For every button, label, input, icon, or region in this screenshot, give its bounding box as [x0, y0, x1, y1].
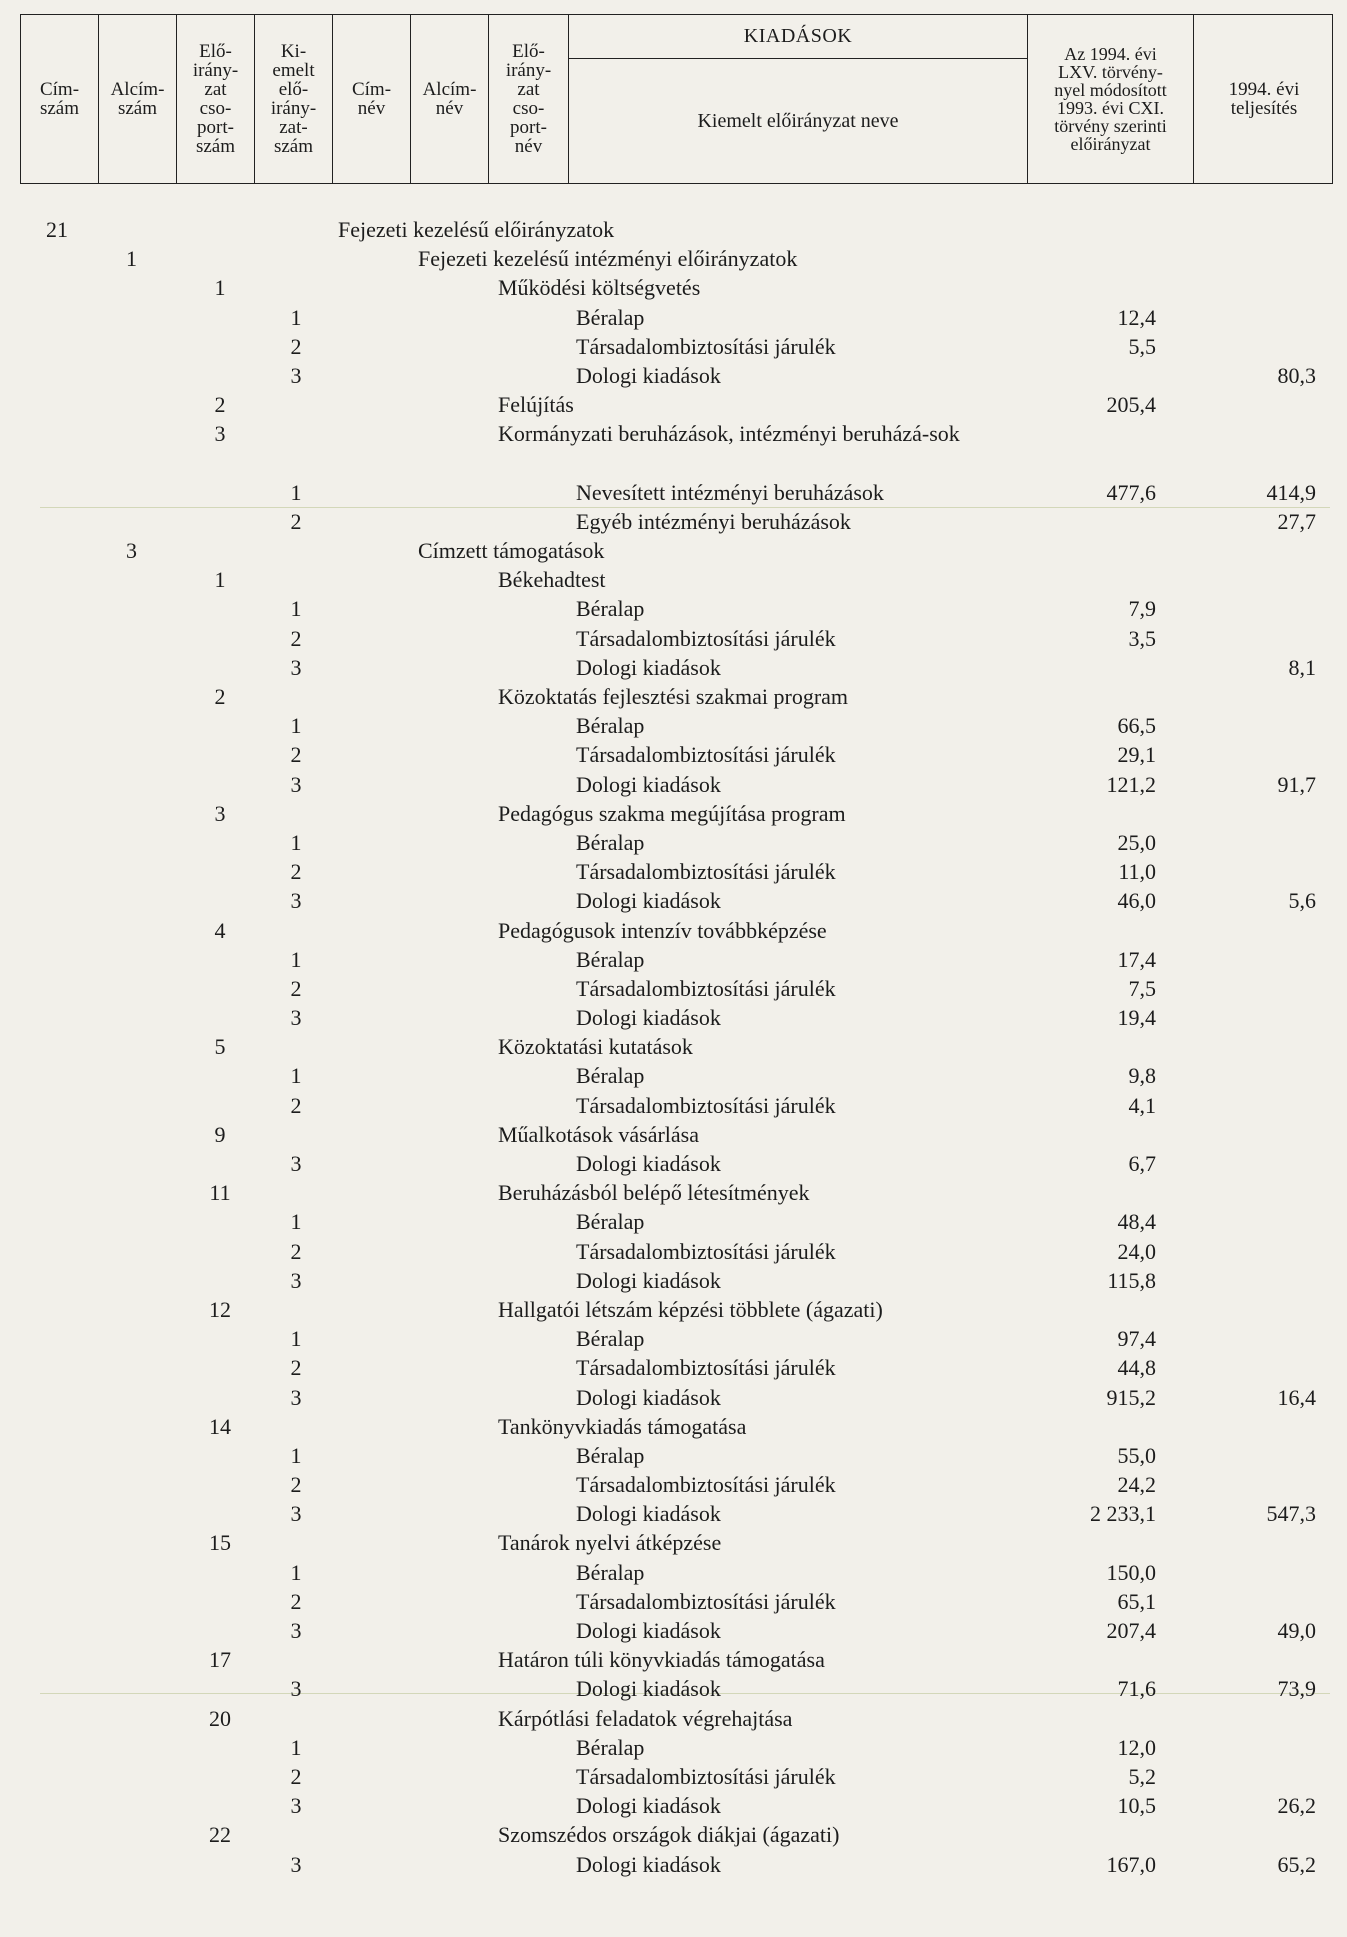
table-row [0, 565, 1347, 594]
teljesites-cell: 27,7 [1277, 508, 1316, 534]
table-row [0, 857, 1347, 886]
eloiranyzat-name-cell: Béralap [576, 946, 645, 972]
kiemelt-eloiranyzat-cell: 2 [290, 859, 302, 885]
table-row [0, 1470, 1347, 1499]
table-row [0, 1616, 1347, 1645]
table-row [0, 1558, 1347, 1587]
modositott-eloiranyzat-cell: 97,4 [1117, 1326, 1156, 1352]
kiemelt-eloiranyzat-cell: 2 [290, 1472, 302, 1498]
table-row [0, 594, 1347, 623]
kiemelt-eloiranyzat-cell: 2 [290, 1238, 302, 1264]
eloiranyzat-name-cell: Tanárok nyelvi átképzése [498, 1530, 722, 1556]
table-row [0, 215, 1347, 244]
header-kiemelt-eloiranyzat-neve: Kiemelt előirányzat neve [697, 109, 899, 132]
table-row [0, 1850, 1347, 1879]
eloiranyzat-csoport-cell: 3 [214, 800, 226, 826]
table-row [0, 1032, 1347, 1061]
table-row [0, 1704, 1347, 1733]
kiemelt-eloiranyzat-cell: 2 [290, 1355, 302, 1381]
eloiranyzat-name-cell: Béralap [576, 1734, 645, 1760]
kiemelt-eloiranyzat-cell: 2 [290, 1588, 302, 1614]
table-row [0, 1237, 1347, 1266]
table-row [0, 1674, 1347, 1703]
eloiranyzat-csoport-cell: 14 [209, 1413, 231, 1439]
header-cim-szam: Cím- szám [21, 15, 99, 183]
modositott-eloiranyzat-cell: 3,5 [1128, 625, 1156, 651]
modositott-eloiranyzat-cell: 4,1 [1128, 1092, 1156, 1118]
kiemelt-eloiranyzat-cell: 1 [290, 1442, 302, 1468]
table-row [0, 974, 1347, 1003]
table-row [0, 1324, 1347, 1353]
table-row [0, 1149, 1347, 1178]
eloiranyzat-name-cell: Pedagógusok intenzív továbbképzése [498, 917, 827, 943]
table-row [0, 1791, 1347, 1820]
eloiranyzat-csoport-cell: 11 [209, 1180, 231, 1206]
kiemelt-eloiranyzat-cell: 1 [290, 713, 302, 739]
table-row [0, 1499, 1347, 1528]
modositott-eloiranyzat-cell: 167,0 [1106, 1851, 1156, 1877]
modositott-eloiranyzat-cell: 477,6 [1106, 479, 1156, 505]
modositott-eloiranyzat-cell: 65,1 [1117, 1588, 1156, 1614]
kiemelt-eloiranyzat-cell: 3 [290, 771, 302, 797]
header-eloiranyzat-csoport-szam: Elő- irány- zat cso- port- szám [177, 15, 255, 183]
kiemelt-eloiranyzat-cell: 1 [290, 479, 302, 505]
table-row [0, 536, 1347, 565]
kiemelt-eloiranyzat-cell: 3 [290, 1851, 302, 1877]
kiemelt-eloiranyzat-cell: 1 [290, 946, 302, 972]
eloiranyzat-name-cell: Határon túli könyvkiadás támogatása [498, 1647, 825, 1673]
eloiranyzat-name-cell: Béralap [576, 829, 645, 855]
eloiranyzat-name-cell: Társadalombiztosítási járulék [576, 333, 836, 359]
kiemelt-eloiranyzat-cell: 1 [290, 829, 302, 855]
eloiranyzat-name-cell: Dologi kiadások [576, 1851, 721, 1877]
eloiranyzat-name-cell: Pedagógus szakma megújítása program [498, 800, 846, 826]
table-row [0, 1762, 1347, 1791]
eloiranyzat-name-cell: Dologi kiadások [576, 1267, 721, 1293]
kiemelt-eloiranyzat-cell: 2 [290, 1763, 302, 1789]
alcim-szam-cell: 1 [126, 246, 137, 272]
eloiranyzat-csoport-cell: 20 [209, 1705, 231, 1731]
eloiranyzat-name-cell: Társadalombiztosítási járulék [576, 1238, 836, 1264]
table-row [0, 945, 1347, 974]
eloiranyzat-csoport-cell: 12 [209, 1296, 231, 1322]
table-row [0, 361, 1347, 390]
kiemelt-eloiranyzat-cell: 2 [290, 333, 302, 359]
eloiranyzat-name-cell: Címzett támogatások [418, 538, 605, 564]
kiemelt-eloiranyzat-cell: 3 [290, 1501, 302, 1527]
teljesites-cell: 5,6 [1288, 888, 1316, 914]
eloiranyzat-name-cell: Kárpótlási feladatok végrehajtása [498, 1705, 793, 1731]
teljesites-cell: 26,2 [1277, 1793, 1316, 1819]
modositott-eloiranyzat-cell: 207,4 [1106, 1618, 1156, 1644]
table-row [0, 1061, 1347, 1090]
modositott-eloiranyzat-cell: 25,0 [1117, 829, 1156, 855]
eloiranyzat-name-cell: Beruházásból belépő létesítmények [498, 1180, 810, 1206]
modositott-eloiranyzat-cell: 12,0 [1117, 1734, 1156, 1760]
header-eloiranyzat-csoport-nev: Elő- irány- zat cso- port- név [489, 15, 569, 183]
teljesites-cell: 414,9 [1266, 479, 1316, 505]
header-alcim-nev: Alcím- név [411, 15, 489, 183]
table-row [0, 1587, 1347, 1616]
eloiranyzat-name-cell: Béralap [576, 1209, 645, 1235]
kiemelt-eloiranyzat-cell: 3 [290, 1618, 302, 1644]
eloiranyzat-name-cell: Társadalombiztosítási járulék [576, 742, 836, 768]
kiemelt-eloiranyzat-cell: 1 [290, 1734, 302, 1760]
table-row [0, 828, 1347, 857]
table-row [0, 770, 1347, 799]
eloiranyzat-name-cell: Dologi kiadások [576, 1151, 721, 1177]
header-modositott-eloiranyzat: Az 1994. évi LXV. törvény- nyel módosított 1993. évi CXI. törvény szerinti előirányzat [1028, 15, 1194, 183]
eloiranyzat-name-cell: Dologi kiadások [576, 362, 721, 388]
teljesites-cell: 49,0 [1277, 1618, 1316, 1644]
eloiranyzat-name-cell: Társadalombiztosítási járulék [576, 975, 836, 1001]
modositott-eloiranyzat-cell: 205,4 [1106, 392, 1156, 418]
teljesites-cell: 80,3 [1277, 362, 1316, 388]
modositott-eloiranyzat-cell: 115,8 [1107, 1267, 1156, 1293]
modositott-eloiranyzat-cell: 11,0 [1118, 859, 1156, 885]
eloiranyzat-name-cell: Dologi kiadások [576, 1501, 721, 1527]
table-row [0, 886, 1347, 915]
eloiranyzat-csoport-cell: 15 [209, 1530, 231, 1556]
eloiranyzat-csoport-cell: 2 [214, 684, 226, 710]
cim-szam-cell: 21 [46, 217, 68, 242]
eloiranyzat-name-cell: Társadalombiztosítási járulék [576, 1092, 836, 1118]
eloiranyzat-name-cell: Dologi kiadások [576, 654, 721, 680]
eloiranyzat-name-cell: Dologi kiadások [576, 1676, 721, 1702]
table-row [0, 916, 1347, 945]
eloiranyzat-name-cell: Dologi kiadások [576, 1005, 721, 1031]
table-row [0, 740, 1347, 769]
kiemelt-eloiranyzat-cell: 1 [290, 596, 302, 622]
kiemelt-eloiranyzat-cell: 1 [290, 304, 302, 330]
modositott-eloiranyzat-cell: 24,2 [1117, 1472, 1156, 1498]
table-body [0, 215, 1347, 1879]
eloiranyzat-name-cell: Kormányzati beruházások, intézményi beruházá-sok [498, 421, 960, 447]
eloiranyzat-name-cell: Nevesített intézményi beruházások [576, 479, 884, 505]
eloiranyzat-name-cell: Békehadtest [498, 567, 606, 593]
modositott-eloiranyzat-cell: 55,0 [1117, 1442, 1156, 1468]
modositott-eloiranyzat-cell: 2 233,1 [1090, 1501, 1156, 1527]
kiemelt-eloiranyzat-cell: 3 [290, 362, 302, 388]
table-row [0, 303, 1347, 332]
eloiranyzat-name-cell: Társadalombiztosítási járulék [576, 625, 836, 651]
table-row [0, 799, 1347, 828]
table-row [0, 1645, 1347, 1674]
teljesites-cell: 547,3 [1266, 1501, 1316, 1527]
modositott-eloiranyzat-cell: 44,8 [1117, 1355, 1156, 1381]
eloiranyzat-name-cell: Közoktatás fejlesztési szakmai program [498, 684, 849, 710]
table-row [0, 711, 1347, 740]
eloiranyzat-csoport-cell: 22 [209, 1822, 231, 1848]
header-kiemelt-eloiranyzat-szam: Ki- emelt elő- irány- zat- szám [255, 15, 333, 183]
kiemelt-eloiranyzat-cell: 3 [290, 1676, 302, 1702]
kiemelt-eloiranyzat-cell: 1 [290, 1326, 302, 1352]
table-row [0, 419, 1347, 477]
eloiranyzat-name-cell: Működési költségvetés [498, 275, 701, 301]
table-row [0, 1353, 1347, 1382]
kiemelt-eloiranyzat-cell: 1 [290, 1063, 302, 1089]
table-row [0, 390, 1347, 419]
eloiranyzat-name-cell: Dologi kiadások [576, 1793, 721, 1819]
kiemelt-eloiranyzat-cell: 3 [290, 1384, 302, 1410]
eloiranyzat-name-cell: Dologi kiadások [576, 1618, 721, 1644]
teljesites-cell: 91,7 [1277, 771, 1316, 797]
kiemelt-eloiranyzat-cell: 2 [290, 1092, 302, 1118]
kiemelt-eloiranyzat-cell: 3 [290, 1005, 302, 1031]
modositott-eloiranyzat-cell: 71,6 [1117, 1676, 1156, 1702]
teljesites-cell: 16,4 [1277, 1384, 1316, 1410]
eloiranyzat-name-cell: Társadalombiztosítási járulék [576, 1588, 836, 1614]
eloiranyzat-name-cell: Társadalombiztosítási járulék [576, 1763, 836, 1789]
eloiranyzat-name-cell: Fejezeti kezelésű előirányzatok [338, 217, 615, 242]
table-row [0, 1207, 1347, 1236]
eloiranyzat-name-cell: Tankönyvkiadás támogatása [498, 1413, 747, 1439]
eloiranyzat-name-cell: Felújítás [498, 392, 574, 418]
modositott-eloiranyzat-cell: 6,7 [1128, 1151, 1156, 1177]
eloiranyzat-name-cell: Béralap [576, 1442, 645, 1468]
eloiranyzat-csoport-cell: 4 [214, 917, 226, 943]
teljesites-cell: 8,1 [1288, 654, 1316, 680]
eloiranyzat-name-cell: Közoktatási kutatások [498, 1034, 693, 1060]
eloiranyzat-name-cell: Béralap [576, 713, 645, 739]
kiemelt-eloiranyzat-cell: 1 [290, 1209, 302, 1235]
header-kiadasok: KIADÁSOK [569, 15, 1027, 59]
eloiranyzat-name-cell: Béralap [576, 1559, 645, 1585]
header-alcim-szam: Alcím- szám [99, 15, 177, 183]
table-row [0, 1003, 1347, 1032]
table-row [0, 1820, 1347, 1849]
table-row [0, 478, 1347, 507]
table-row [0, 1412, 1347, 1441]
eloiranyzat-csoport-cell: 1 [214, 567, 226, 593]
table-row [0, 1295, 1347, 1324]
eloiranyzat-csoport-cell: 3 [214, 421, 226, 447]
alcim-szam-cell: 3 [126, 538, 137, 564]
table-row [0, 1178, 1347, 1207]
modositott-eloiranyzat-cell: 5,2 [1128, 1763, 1156, 1789]
eloiranyzat-name-cell: Társadalombiztosítási járulék [576, 1472, 836, 1498]
modositott-eloiranyzat-cell: 46,0 [1117, 888, 1156, 914]
kiemelt-eloiranyzat-cell: 2 [290, 975, 302, 1001]
eloiranyzat-name-cell: Hallgatói létszám képzési többlete (ágazati) [498, 1296, 883, 1322]
header-cim-nev: Cím- név [333, 15, 411, 183]
teljesites-cell: 73,9 [1277, 1676, 1316, 1702]
modositott-eloiranyzat-cell: 915,2 [1106, 1384, 1156, 1410]
table-row [0, 682, 1347, 711]
modositott-eloiranyzat-cell: 121,2 [1106, 771, 1156, 797]
table-row [0, 1528, 1347, 1557]
table-row [0, 653, 1347, 682]
kiemelt-eloiranyzat-cell: 2 [290, 742, 302, 768]
header-kiadasok-group [569, 15, 1028, 183]
kiemelt-eloiranyzat-cell: 3 [290, 1267, 302, 1293]
table-row [0, 332, 1347, 361]
table-row [0, 507, 1347, 536]
table-row [0, 244, 1347, 273]
eloiranyzat-csoport-cell: 17 [209, 1647, 231, 1673]
table-row [0, 1733, 1347, 1762]
modositott-eloiranyzat-cell: 17,4 [1117, 946, 1156, 972]
header-teljesites: 1994. évi teljesítés [1228, 79, 1300, 119]
table-header [20, 14, 1333, 184]
kiemelt-eloiranyzat-cell: 3 [290, 1793, 302, 1819]
eloiranyzat-name-cell: Béralap [576, 1326, 645, 1352]
eloiranyzat-name-cell: Fejezeti kezelésű intézményi előirányzatok [418, 246, 798, 272]
eloiranyzat-name-cell: Egyéb intézményi beruházások [576, 508, 851, 534]
table-row [0, 1266, 1347, 1295]
modositott-eloiranyzat-cell: 7,5 [1128, 975, 1156, 1001]
eloiranyzat-name-cell: Dologi kiadások [576, 1384, 721, 1410]
modositott-eloiranyzat-cell: 150,0 [1106, 1559, 1156, 1585]
eloiranyzat-name-cell: Szomszédos országok diákjai (ágazati) [498, 1822, 840, 1848]
modositott-eloiranyzat-cell: 29,1 [1117, 742, 1156, 768]
eloiranyzat-csoport-cell: 1 [214, 275, 226, 301]
eloiranyzat-name-cell: Társadalombiztosítási járulék [576, 1355, 836, 1381]
table-row [0, 1120, 1347, 1149]
eloiranyzat-name-cell: Béralap [576, 1063, 645, 1089]
table-row [0, 1091, 1347, 1120]
eloiranyzat-name-cell: Műalkotások vásárlása [498, 1121, 699, 1147]
eloiranyzat-name-cell: Béralap [576, 596, 645, 622]
table-row [0, 273, 1347, 302]
eloiranyzat-name-cell: Dologi kiadások [576, 771, 721, 797]
modositott-eloiranyzat-cell: 19,4 [1117, 1005, 1156, 1031]
kiemelt-eloiranyzat-cell: 2 [290, 508, 302, 534]
kiemelt-eloiranyzat-cell: 1 [290, 1559, 302, 1585]
table-row [0, 1383, 1347, 1412]
modositott-eloiranyzat-cell: 12,4 [1117, 304, 1156, 330]
modositott-eloiranyzat-cell: 7,9 [1128, 596, 1156, 622]
kiemelt-eloiranyzat-cell: 2 [290, 625, 302, 651]
modositott-eloiranyzat-cell: 48,4 [1117, 1209, 1156, 1235]
modositott-eloiranyzat-cell: 66,5 [1117, 713, 1156, 739]
modositott-eloiranyzat-cell: 5,5 [1128, 333, 1156, 359]
eloiranyzat-csoport-cell: 2 [214, 392, 226, 418]
eloiranyzat-csoport-cell: 9 [214, 1121, 226, 1147]
teljesites-cell: 65,2 [1277, 1851, 1316, 1877]
modositott-eloiranyzat-cell: 9,8 [1128, 1063, 1156, 1089]
eloiranyzat-name-cell: Béralap [576, 304, 645, 330]
eloiranyzat-csoport-cell: 5 [214, 1034, 226, 1060]
eloiranyzat-name-cell: Dologi kiadások [576, 888, 721, 914]
kiemelt-eloiranyzat-cell: 3 [290, 654, 302, 680]
kiemelt-eloiranyzat-cell: 3 [290, 1151, 302, 1177]
table-row [0, 624, 1347, 653]
kiemelt-eloiranyzat-cell: 3 [290, 888, 302, 914]
modositott-eloiranyzat-cell: 10,5 [1117, 1793, 1156, 1819]
modositott-eloiranyzat-cell: 24,0 [1117, 1238, 1156, 1264]
table-row [0, 1441, 1347, 1470]
eloiranyzat-name-cell: Társadalombiztosítási járulék [576, 859, 836, 885]
